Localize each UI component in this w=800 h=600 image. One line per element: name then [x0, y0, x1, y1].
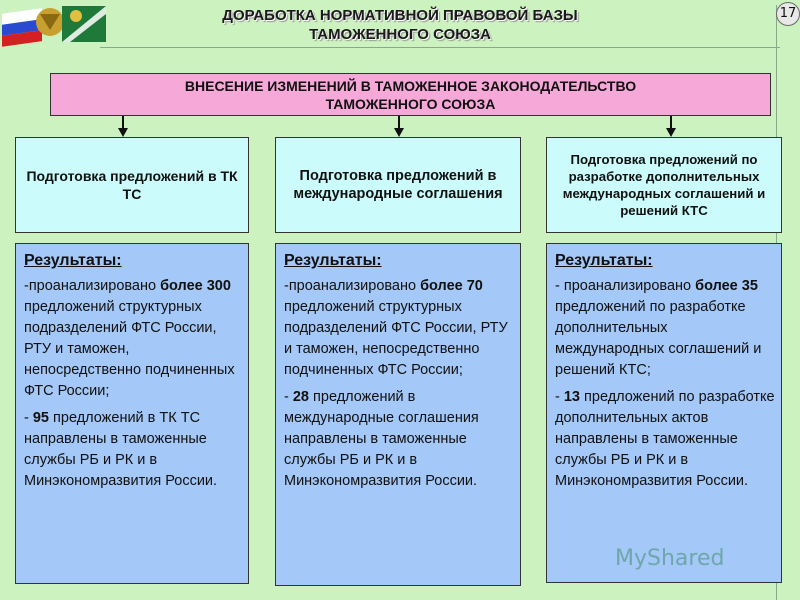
- watermark: MyShared: [615, 546, 725, 571]
- column-1-results-box: [15, 243, 249, 584]
- result-number: более 300: [160, 278, 231, 294]
- top-box-line-1: ВНЕСЕНИЕ ИЗМЕНЕНИЙ В ТАМОЖЕННОЕ ЗАКОНОДАТЕЛЬСТВО: [184, 77, 637, 94]
- column-2-heading-box: [275, 137, 521, 233]
- title-line-1: ДОРАБОТКА НОРМАТИВНОЙ ПРАВОВОЙ БАЗЫ: [222, 7, 578, 24]
- column-1-heading-box: [15, 137, 249, 233]
- flags-emblem-icon: [0, 0, 108, 50]
- result-number: более 35: [695, 278, 758, 294]
- column-1-heading: Подготовка предложений в ТК ТС: [26, 168, 238, 202]
- results-label: Результаты:: [24, 252, 122, 269]
- page-number-badge: 17: [776, 2, 800, 26]
- arrow-down-icon: [666, 116, 676, 137]
- result-number: 28: [292, 389, 309, 405]
- top-box-line-2: ТАМОЖЕННОГО СОЮЗА: [325, 95, 496, 112]
- column-3-heading-box: [546, 137, 782, 233]
- results-label: Результаты:: [555, 252, 653, 269]
- column-2-heading: Подготовка предложений в международные соглашения: [293, 168, 503, 202]
- result-number: 13: [563, 389, 580, 405]
- column-3-results-box: [546, 243, 782, 583]
- header-divider: [100, 47, 780, 48]
- page-title: [160, 6, 640, 44]
- result-item-2: - 95 предложений в ТК ТС направлены в таможенные службы РБ и РК и в Минэкономразвития России.: [24, 410, 218, 489]
- arrow-down-icon: [394, 116, 404, 137]
- arrow-down-icon: [118, 116, 128, 137]
- result-number: более 70: [420, 278, 483, 294]
- result-number: 95: [32, 410, 49, 426]
- column-3-heading: Подготовка предложений по разработке дополнительных международных соглашений и решений КТС: [562, 152, 766, 218]
- result-item-1: -проанализировано более 70 предложений структурных подразделений ФТС России, РТУ и таможен, непосредственно подчиненных ФТС России;: [284, 278, 508, 378]
- result-item-1: -проанализировано более 300 предложений структурных подразделений ФТС России, РТУ и таможен, непосредственно подчиненных ФТС России;: [24, 278, 235, 399]
- result-item-2: - 28 предложений в международные соглашения направлены в таможенные службы РБ и РК и в Минэкономразвития России.: [284, 389, 479, 489]
- results-label: Результаты:: [284, 252, 382, 269]
- result-item-2: - 13 предложений по разработке дополнительных актов направлены в таможенные службы РБ и РК и в Минэкономразвития России.: [555, 389, 775, 489]
- title-line-2: ТАМОЖЕННОГО СОЮЗА: [309, 26, 491, 43]
- column-2-results-box: [275, 243, 521, 586]
- result-item-1: - проанализировано более 35 предложений по разработке дополнительных международных соглашений и решений КТС;: [555, 278, 762, 378]
- top-box: [50, 73, 771, 116]
